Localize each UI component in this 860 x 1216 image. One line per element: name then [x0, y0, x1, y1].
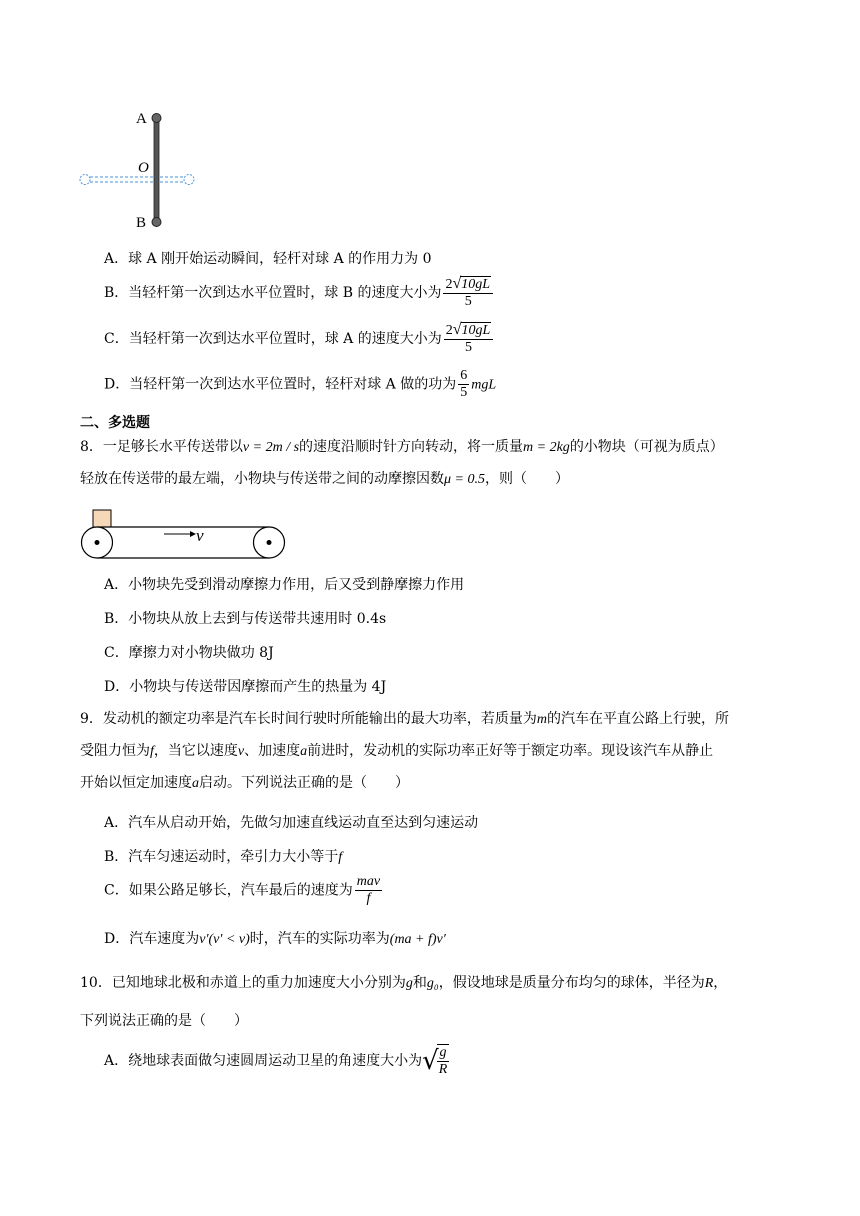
q9-d-text: D．汽车速度为 — [104, 931, 200, 947]
left-axle — [95, 540, 100, 545]
q10-stem-line2: 下列说法正确的是（ ） — [80, 1013, 248, 1029]
q7-c-coef: 2 — [445, 323, 453, 338]
q7-d-num: 6 — [460, 368, 468, 383]
q7-option-c-fraction — [444, 322, 494, 356]
label-o: O — [138, 160, 149, 176]
q10-a-den: R — [438, 1062, 448, 1077]
q9-a: a — [300, 744, 308, 759]
q7-option-d — [104, 368, 496, 401]
q9-d-expr1: v′(v′ < v) — [199, 932, 250, 947]
velocity-label: v — [196, 526, 204, 545]
q9-c-den: f — [366, 891, 371, 906]
q9-option-d — [104, 928, 446, 948]
radical-icon: √ — [452, 321, 462, 338]
q8-text: 轻放在传送带的最左端，小物块与传送带之间的动摩擦因数 — [80, 471, 444, 487]
q8-text: 的速度沿顺时针方向转动，将一质量 — [299, 439, 524, 455]
q8-option-d: D．小物块与传送带因摩擦而产生的热量为 4J — [104, 679, 387, 695]
label-b: B — [136, 215, 147, 231]
q8-option-a: A．小物块先受到滑动摩擦力作用，后又受到静摩擦力作用 — [104, 577, 465, 593]
q7-d-den: 5 — [460, 385, 468, 400]
q9-text: 的汽车在平直公路上行驶，所 — [547, 711, 730, 727]
q9-stem-line2 — [80, 740, 713, 763]
q8-text: 的小物块（可视为质点） — [569, 439, 724, 455]
q9-d-expr2: (ma + f)v′ — [389, 932, 446, 947]
dashed-ball-right — [184, 175, 194, 185]
q10-text: ， — [713, 975, 728, 991]
ball-a — [152, 114, 161, 123]
q7-option-c — [104, 322, 495, 356]
q9-mass: m — [536, 712, 548, 727]
q9-c-fraction — [355, 874, 382, 907]
q8-stem-line2 — [80, 468, 569, 491]
q7-option-c-text: C．当轻杆第一次到达水平位置时，球 A 的速度大小为 — [104, 331, 442, 347]
q9-text: 开始以恒定加速度 — [80, 775, 192, 791]
q10-text: 10．已知地球北极和赤道上的重力加速度大小分别为 — [80, 975, 406, 991]
dashed-ball-left — [80, 175, 90, 185]
q10-text: ，假设地球是质量分布均匀的球体，半径为 — [438, 975, 705, 991]
q9-v: v — [237, 744, 245, 759]
radical-icon: √ — [452, 275, 462, 292]
q10-r: R — [704, 976, 714, 991]
q7-d-suffix: mgL — [471, 377, 497, 393]
q10-text: 和 — [412, 975, 427, 991]
q9-text: ，当它以速度 — [153, 743, 238, 759]
q9-option-c — [104, 874, 384, 907]
q9-text: 、加速度 — [244, 743, 301, 759]
radical-icon: √ — [422, 1046, 439, 1076]
q8-text: ，则（ ） — [484, 471, 569, 487]
q7-c-den: 5 — [465, 340, 473, 355]
q9-d-text: 时，汽车的实际功率为 — [249, 931, 390, 947]
q8-stem-line1 — [80, 436, 724, 459]
q9-text: 受阻力恒为 — [80, 743, 150, 759]
q9-text: 9．发动机的额定功率是汽车长时间行驶时所能输出的最大功率，若质量为 — [80, 711, 537, 727]
q7-option-b — [104, 276, 495, 310]
q10-a-num: g — [437, 1045, 450, 1062]
q9-f: f — [150, 744, 154, 759]
q9-text: 启动。下列说法正确的是（ ） — [199, 775, 409, 791]
q9-b-f: f — [338, 850, 343, 865]
q8-mass: m = 2kg — [523, 440, 570, 455]
q10-option-a — [104, 1044, 451, 1078]
q8-option-c: C．摩擦力对小物块做功 8J — [104, 645, 274, 661]
rod-figure — [72, 105, 202, 235]
q7-c-radicand: 10gL — [461, 323, 491, 338]
q10-a-text: A．绕地球表面做匀速圆周运动卫星的角速度大小为 — [104, 1053, 423, 1069]
q7-option-a: A．球 A 刚开始运动瞬间，轻杆对球 A 的作用力为 0 — [104, 251, 432, 267]
q9-c-num: mav — [356, 874, 381, 889]
right-axle — [267, 540, 272, 545]
q9-option-a: A．汽车从启动开始，先做匀加速直线运动直至达到匀速运动 — [104, 815, 479, 831]
q9-a: a — [192, 776, 199, 791]
section-title: 二、多选题 — [80, 415, 150, 431]
q8-option-b: B．小物块从放上去到与传送带共速用时 0.4s — [104, 611, 387, 627]
q8-speed: v = 2m / s — [242, 440, 300, 455]
label-a: A — [136, 111, 147, 127]
q8-mu: μ = 0.5 — [444, 472, 485, 487]
q10-a-fraction — [437, 1044, 450, 1078]
q9-b-text: B．汽车匀速运动时，牵引力大小等于 — [104, 849, 339, 865]
vertical-rod — [154, 118, 159, 222]
block — [93, 510, 111, 527]
q9-option-b — [104, 846, 342, 866]
q7-option-d-fraction — [458, 368, 469, 401]
q9-stem-line3 — [80, 772, 409, 795]
q10-stem-line1 — [80, 972, 727, 995]
ball-b — [152, 218, 161, 227]
q9-stem-line1 — [80, 708, 729, 731]
q8-text: 8．一足够长水平传送带以 — [80, 439, 243, 455]
q7-b-radicand: 10gL — [461, 277, 491, 292]
q7-option-d-text: D．当轻杆第一次到达水平位置时，轻杆对球 A 做的功为 — [104, 376, 457, 393]
q10-g0: g₀ — [426, 976, 439, 991]
q7-option-b-text: B．当轻杆第一次到达水平位置时，球 B 的速度大小为 — [104, 285, 442, 301]
q9-text: 前进时，发动机的实际功率正好等于额定功率。现设该汽车从静止 — [307, 743, 714, 759]
conveyor-figure — [78, 506, 288, 562]
q7-option-b-fraction — [443, 276, 493, 310]
q9-c-text: C．如果公路足够长，汽车最后的速度为 — [104, 882, 353, 899]
q10-g: g — [405, 976, 413, 991]
q7-b-coef: 2 — [445, 277, 453, 292]
q7-b-den: 5 — [464, 294, 472, 309]
